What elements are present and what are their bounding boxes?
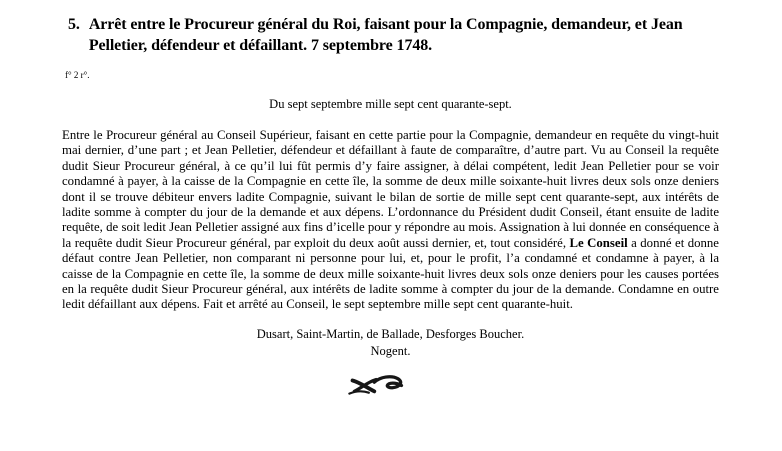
body-bold-phrase: Le Conseil <box>569 235 628 250</box>
document-heading <box>62 14 719 56</box>
body-paragraph <box>62 128 719 313</box>
flourish-container <box>62 372 719 398</box>
heading-title: Arrêt entre le Procureur général du Roi, faisant pour la Compagnie, demandeur, et Jean Pelletier, défendeur et défaillant. 7 septembre 1748. <box>88 16 683 54</box>
signature-block <box>62 326 719 360</box>
signature-line-councillors: Dusart, Saint-Martin, de Ballade, Desforges Boucher. <box>256 326 525 341</box>
body-text-part1: Entre le Procureur général au Conseil Supérieur, faisant en cette partie pour la Compagnie, demandeur en requête du vingt-huit mai dernier, d’une part ; et Jean Pelletier, défendeur et défaillant à faute de comparaître, d’autre part. Vu au Conseil la requête dudit Sieur Procureur général, à ce qu’il lui fût permis d’y faire assigner, à délai compétent, ledit Jean Pelletier pour se voir condamné à payer, à la caisse de la Compagnie en cette île, la somme de deux mille soixante-huit livres deux sols onze deniers dont il se trouve débiteur envers ladite Compagnie, suivant le bilan de sortie de mille sept cent quarante-sept, aux intérêts de ladite somme à compter du jour de la demande et aux dépens. L’ordonnance du Président dudit Conseil, étant ensuite de ladite requête, de soit ledit Jean Pelletier assigné aux fins d’icelle pour y répondre au mois. Assignation à lui donnée en conséquence à la requête dudit Sieur Procureur général, par exploit du deux août aussi dernier, et, tout considéré, <box>62 128 719 250</box>
date-line: Du sept septembre mille sept cent quarante-sept. <box>269 97 512 111</box>
paraph-flourish-icon <box>348 372 406 389</box>
body-text-part2: a donné et donne défaut contre Jean Pelletier, non comparant ni personne pour lui, et, pour le profit, l’a condamné et condamne à payer, à la caisse de la Compagnie en cette île, la somme de deux mille soixante-huit livres deux sols onze deniers pour les causes portées en la requête dudit Sieur Procureur général, aux intérêts de ladite somme à compter du jour de la demande. Condamne en outre ledit défaillant aux dépens. Fait et arrêté au Conseil, le sept septembre mille sept cent quarante-huit. <box>62 235 719 312</box>
signature-line-clerk: Nogent. <box>370 343 411 358</box>
folio-note: f° 2 r°. <box>65 70 90 80</box>
heading-number: 5. <box>68 16 80 33</box>
